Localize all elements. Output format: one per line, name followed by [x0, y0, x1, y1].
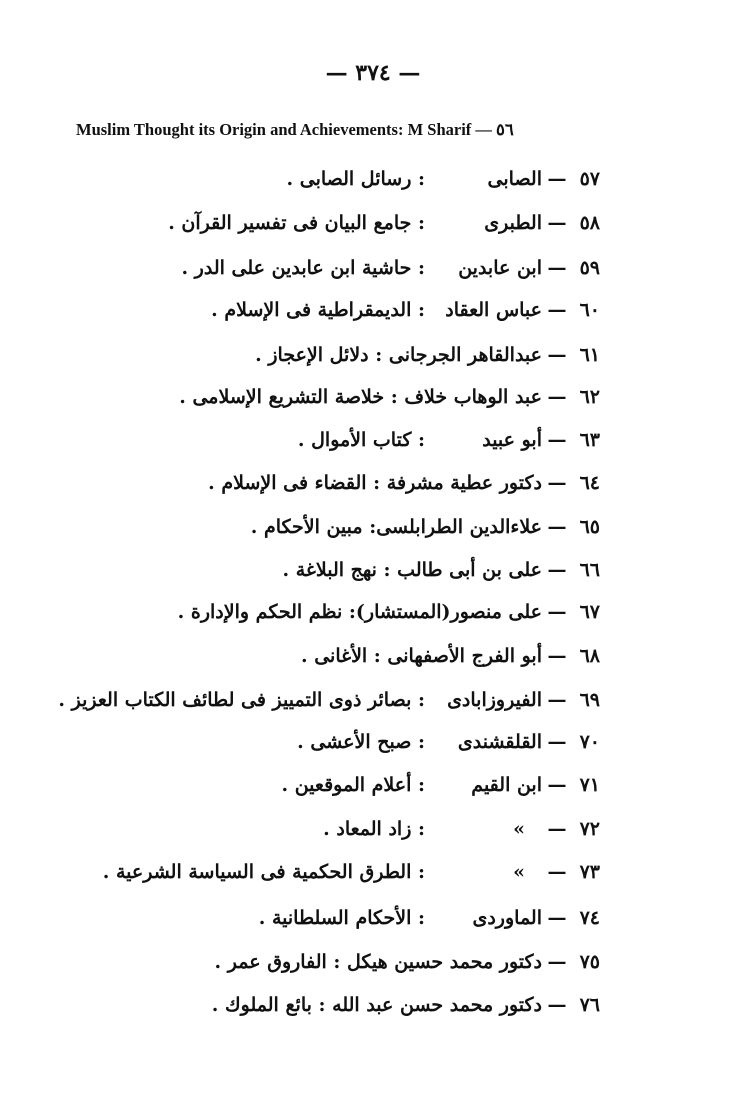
entry-author-and-title: علاءالدين الطرابلسى: مبين الأحكام . [250, 516, 542, 538]
entry-dash: — [547, 731, 567, 753]
page-number: — ٣٧٤ — [325, 60, 421, 86]
reference-entry [30, 951, 600, 985]
entry-title: : بصائر ذوى التمييز فى لطائف الكتاب العزيز . [58, 689, 425, 711]
entry-author: الفيروزابادى [447, 689, 542, 711]
reference-entry [30, 689, 600, 723]
reference-entry [30, 774, 600, 808]
entry-dash: — [547, 516, 567, 538]
entry-author: الماوردى [472, 907, 542, 929]
entry-author: عباس العقاد [445, 299, 542, 321]
reference-entry [30, 731, 600, 765]
entry-number: ٧٢ [579, 818, 600, 840]
reference-entry [30, 907, 600, 941]
entry-number: ٧٣ [579, 861, 600, 883]
entry-number: ٧٥ [579, 951, 600, 973]
entry-title: : رسائل الصابى . [286, 168, 425, 190]
entry-dash: — [547, 299, 567, 321]
entry-number: ٦٧ [579, 601, 600, 623]
reference-entry [30, 472, 600, 506]
entry-number: ٦٨ [579, 645, 600, 667]
entry-dash: — [547, 774, 567, 796]
entry-dash: — [547, 689, 567, 711]
entry-author-and-title: عبدالقاهر الجرجانى : دلائل الإعجاز . [255, 344, 542, 366]
entry-title: : الديمقراطية فى الإسلام . [211, 299, 425, 321]
reference-entry [30, 559, 600, 593]
entry-dash: — [547, 344, 567, 366]
reference-entry [30, 516, 600, 550]
entry-dash: — [547, 951, 567, 973]
entry-title: : حاشية ابن عابدين على الدر . [181, 257, 425, 279]
entry-author-and-title: على بن أبى طالب : نهج البلاغة . [282, 559, 542, 581]
entry-dash: — [547, 472, 567, 494]
entry-number: ٦٩ [579, 689, 600, 711]
entry-author-and-title: دكتور محمد حسن عبد الله : بائع الملوك . [211, 994, 542, 1016]
reference-entry [30, 601, 600, 635]
entry-number: ٥٩ [579, 257, 600, 279]
entry-title: : كتاب الأموال . [297, 429, 425, 451]
english-reference-entry: Muslim Thought its Origin and Achievements: M Sharif — ٥٦ [76, 120, 514, 139]
entry-author: ابن عابدين [458, 257, 542, 279]
reference-entry [30, 257, 600, 291]
ditto-mark: » [513, 861, 525, 883]
entry-number: ٧١ [579, 774, 600, 796]
entry-title: : زاد المعاد . [323, 818, 425, 840]
entry-dash: — [547, 212, 567, 234]
entry-dash: — [547, 645, 567, 667]
entry-dash: — [547, 601, 567, 623]
entry-number: ٦٢ [579, 386, 600, 408]
entry-dash: — [547, 559, 567, 581]
entry-title: : صبح الأعشى . [297, 731, 425, 753]
entry-number: ٦٠ [579, 299, 600, 321]
entry-number: ٧٦ [579, 994, 600, 1016]
entry-dash: — [547, 861, 567, 883]
reference-entry [30, 168, 600, 202]
reference-entry [30, 429, 600, 463]
entry-title: : أعلام الموقعين . [281, 774, 425, 796]
entry-number: ٧٤ [579, 907, 600, 929]
entry-number: ٥٧ [579, 168, 600, 190]
reference-entry [30, 344, 600, 378]
entry-dash: — [547, 168, 567, 190]
entry-author-and-title: على منصور(المستشار): نظم الحكم والإدارة . [177, 601, 542, 623]
entry-number: ٦١ [579, 344, 600, 366]
entry-dash: — [547, 429, 567, 451]
entry-dash: — [547, 907, 567, 929]
entry-dash: — [547, 818, 567, 840]
reference-entry [30, 299, 600, 333]
entry-author-and-title: عبد الوهاب خلاف : خلاصة التشريع الإسلامى . [179, 386, 542, 408]
entry-author-and-title: دكتور عطية مشرفة : القضاء فى الإسلام . [208, 472, 542, 494]
reference-entry [30, 861, 600, 895]
entry-number: ٦٣ [579, 429, 600, 451]
entry-number: ٧٠ [579, 731, 600, 753]
entry-author: القلقشندى [457, 731, 542, 753]
entry-title: : الطرق الحكمية فى السياسة الشرعية . [102, 861, 425, 883]
reference-entry [30, 994, 600, 1028]
entry-dash: — [547, 994, 567, 1016]
entry-title: : الأحكام السلطانية . [258, 907, 425, 929]
entry-author: الطبرى [484, 212, 542, 234]
entry-author: أبو عبيد [482, 429, 542, 451]
entry-title: : جامع البيان فى تفسير القرآن . [168, 212, 425, 234]
entry-author-and-title: دكتور محمد حسين هيكل : الفاروق عمر . [214, 951, 542, 973]
entry-number: ٥٨ [579, 212, 600, 234]
entry-author: الصابى [487, 168, 542, 190]
entry-author: ابن القيم [471, 774, 542, 796]
entry-number: ٦٥ [579, 516, 600, 538]
reference-entry [30, 386, 600, 420]
entry-number: ٦٤ [579, 472, 600, 494]
reference-entry [30, 645, 600, 679]
entry-author-and-title: أبو الفرج الأصفهانى : الأغانى . [300, 645, 542, 667]
reference-entry [30, 212, 600, 246]
entry-dash: — [547, 257, 567, 279]
reference-entry [30, 818, 600, 852]
entry-number: ٦٦ [579, 559, 600, 581]
entry-dash: — [547, 386, 567, 408]
ditto-mark: » [513, 818, 525, 840]
